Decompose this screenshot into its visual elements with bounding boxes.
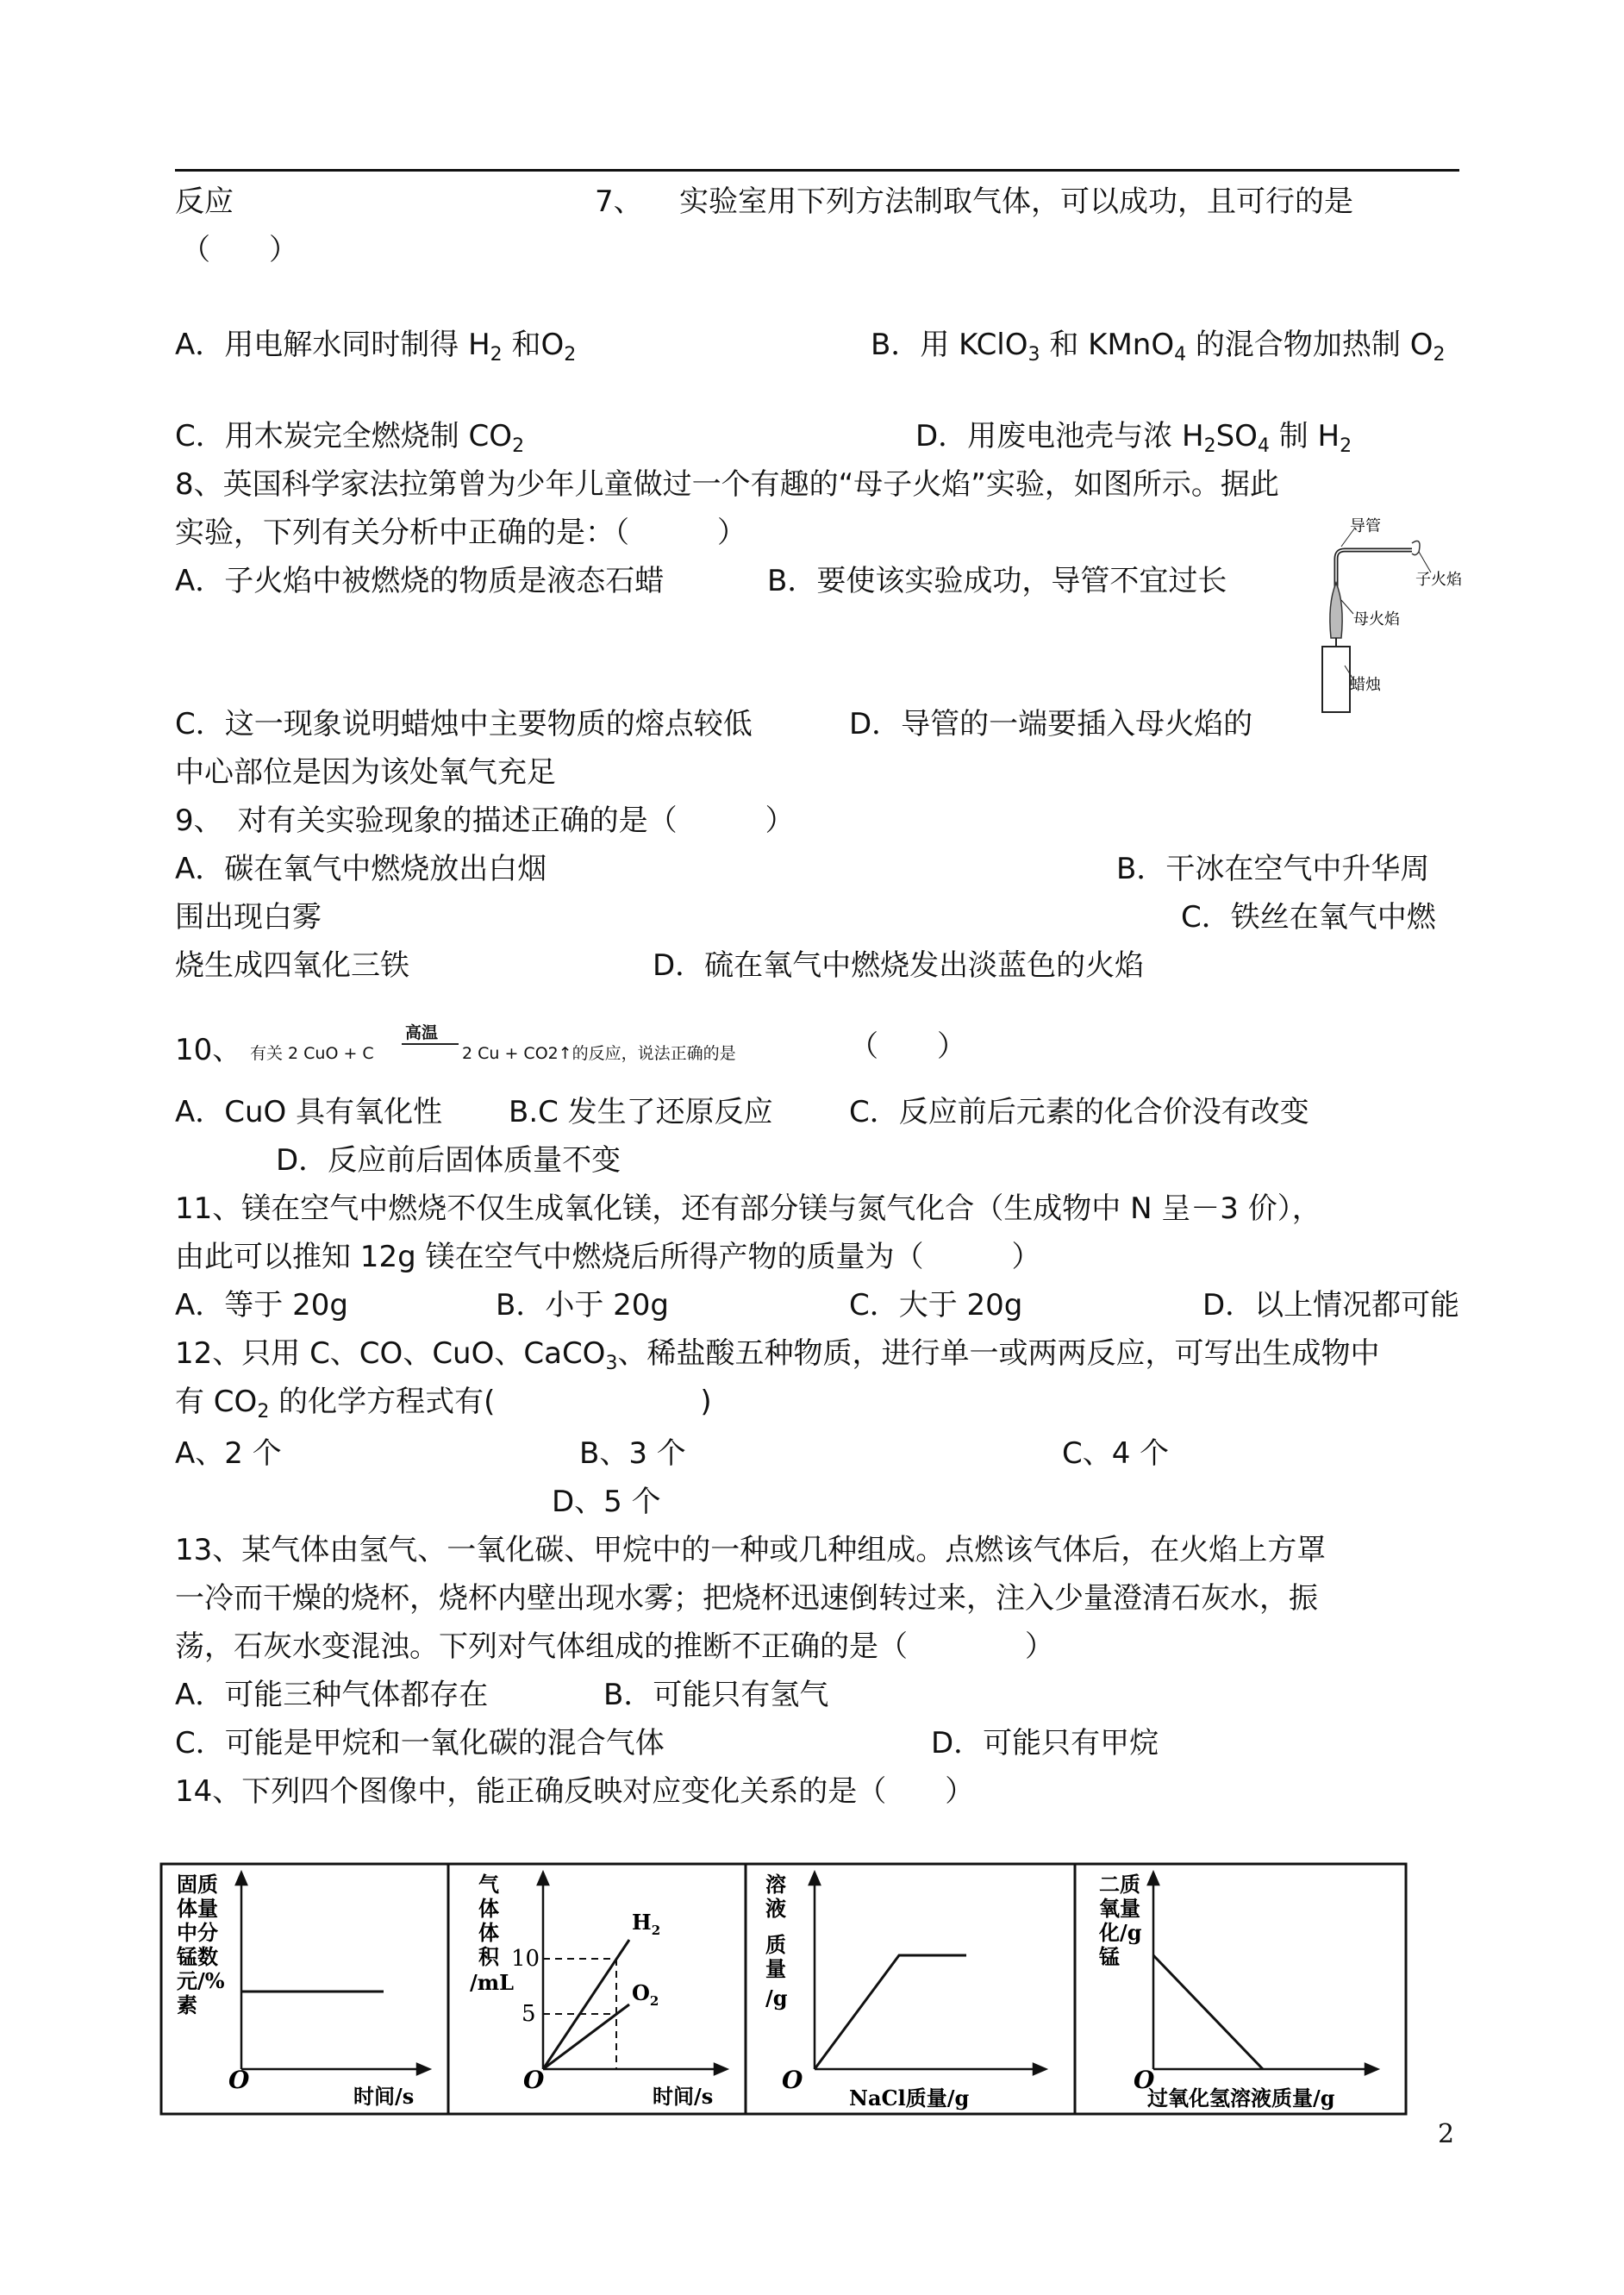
graph-b-ylabel: 气体体积/mL: [470, 1872, 515, 1995]
graph-c-origin: O: [782, 2066, 803, 2094]
graph-d-ylabel: 二质氧量化/g 锰: [1099, 1872, 1142, 1969]
page-number: 2: [1438, 2119, 1455, 2149]
q7-stem: 实验室用下列方法制取气体，可以成功，且可行的是: [679, 184, 1353, 219]
graph-b-h2-label: $H_2$: [632, 1910, 661, 1938]
graph-d-xlabel: 过氧化氢溶液质量/g: [1147, 2086, 1335, 2111]
q10-option-b: B.C 发生了还原反应: [509, 1095, 773, 1129]
q10-number: 10、: [175, 1033, 242, 1067]
q13-option-a: A．可能三种气体都存在: [175, 1678, 489, 1712]
q8-line2: 实验，下列有关分析中正确的是：（ ）: [175, 516, 746, 550]
mother-child-flame-figure: [1302, 517, 1474, 714]
graph-b-xlabel: 时间/s: [653, 2084, 714, 2109]
q6-tail: 反应: [175, 184, 234, 219]
q7-number: 7、: [595, 184, 643, 219]
q13-option-d: D．可能只有甲烷: [931, 1726, 1159, 1760]
q8-option-d-cont: 中心部位是因为该处氧气充足: [175, 755, 556, 790]
q13-option-b: B．可能只有氢气: [603, 1678, 829, 1712]
q9-option-c: C．铁丝在氧气中燃: [1181, 900, 1436, 935]
q10-arrow-rule: [402, 1043, 459, 1045]
q10-paren: （ ）: [849, 1029, 966, 1064]
q7-option-a: A．用电解水同时制得 $H_2$ 和$O_2$: [175, 328, 577, 366]
graph-c-ylabel: 溶液质量/g: [765, 1872, 788, 2010]
graph-c-xlabel: NaCl质量/g: [849, 2086, 970, 2111]
fig-label-child-flame: 子火焰: [1415, 571, 1462, 589]
fig-label-candle: 蜡烛: [1350, 676, 1381, 694]
graph-a-origin: O: [228, 2066, 250, 2094]
q7-paren: （ ）: [181, 233, 298, 267]
q14-graph-panel: [159, 1862, 1409, 2117]
graph-a-ylabel: 固质体量中分锰数元/%素: [177, 1872, 225, 2017]
q10-option-a: A．CuO 具有氧化性: [175, 1095, 443, 1129]
q13-line1: 13、某气体由氢气、一氧化碳、甲烷中的一种或几种组成。点燃该气体后，在火焰上方罩: [175, 1533, 1327, 1567]
q9-option-d: D．硫在氧气中燃烧发出淡蓝色的火焰: [653, 948, 1145, 983]
graph-b-tick-5: 5: [522, 2001, 536, 2027]
graph-b: [470, 1872, 727, 2109]
q8-line1: 8、英国科学家法拉第曾为少年儿童做过一个有趣的“母子火焰”实验，如图所示。据此: [175, 467, 1279, 502]
q9-stem: 9、 对有关实验现象的描述正确的是（ ）: [175, 804, 795, 838]
q8-option-b: B．要使该实验成功，导管不宜过长: [767, 564, 1227, 598]
q8-option-a: A．子火焰中被燃烧的物质是液态石蜡: [175, 564, 665, 598]
q9-option-a: A．碳在氧气中燃烧放出白烟: [175, 852, 547, 886]
q13-line2: 一冷而干燥的烧杯，烧杯内壁出现水雾；把烧杯迅速倒转过来，注入少量澄清石灰水，振: [175, 1581, 1318, 1616]
q12-option-d: D、5 个: [552, 1485, 661, 1519]
q10-option-c: C．反应前后元素的化合价没有改变: [849, 1095, 1309, 1129]
graph-b-origin: O: [523, 2066, 545, 2094]
fig-label-tube: 导管: [1350, 517, 1381, 535]
q9-option-c-cont: 烧生成四氧化三铁: [175, 948, 409, 983]
graph-b-o2-label: $O_2$: [632, 1980, 659, 2009]
q11-line1: 11、镁在空气中燃烧不仅生成氧化镁，还有部分镁与氮气化合（生成物中 N 呈－3 价），: [175, 1191, 1321, 1226]
fig-label-mother-flame: 母火焰: [1353, 610, 1400, 628]
q13-option-c: C．可能是甲烷和一氧化碳的混合气体: [175, 1726, 665, 1760]
q11-option-a: A．等于 20g: [175, 1288, 348, 1323]
q12-option-a: A、2 个: [175, 1436, 282, 1471]
header-rule: [175, 169, 1459, 172]
q8-option-d: D．导管的一端要插入母火焰的: [849, 707, 1253, 741]
graph-a-xlabel: 时间/s: [353, 2084, 415, 2109]
q14-stem: 14、下列四个图像中，能正确反映对应变化关系的是（ ）: [175, 1774, 975, 1809]
q11-option-d: D．以上情况都可能: [1202, 1288, 1460, 1323]
q12-option-c: C、4 个: [1062, 1436, 1170, 1471]
q7-option-c: C．用木炭完全燃烧制 $CO_2$: [175, 419, 525, 457]
q12-line1: 12、只用 C、CO、CuO、CaCO$_3$、稀盐酸五种物质，进行单一或两两反应，可写出生成物中: [175, 1336, 1380, 1374]
graph-d-origin: O: [1134, 2066, 1155, 2094]
q10-equation-right: 2 Cu + CO2↑的反应，说法正确的是: [462, 1044, 736, 1063]
graph-d-line: [1153, 1955, 1263, 2069]
q9-option-b-cont: 围出现白雾: [175, 900, 322, 935]
graph-b-tick-10: 10: [511, 1946, 540, 1972]
graph-c: [765, 1872, 1046, 2111]
q11-option-c: C．大于 20g: [849, 1288, 1023, 1323]
q11-line2: 由此可以推知 12g 镁在空气中燃烧后所得产物的质量为（ ）: [175, 1240, 1041, 1274]
graph-c-line: [815, 1955, 966, 2069]
q11-option-b: B．小于 20g: [496, 1288, 669, 1323]
q10-option-d: D．反应前后固体质量不变: [276, 1143, 621, 1178]
q10-equation-left: 有关 2 CuO + C: [250, 1044, 374, 1063]
q13-line3: 荡，石灰水变混浊。下列对气体组成的推断不正确的是（ ）: [175, 1629, 1054, 1664]
q12-option-b: B、3 个: [579, 1436, 686, 1471]
q9-option-b: B．干冰在空气中升华周: [1116, 852, 1430, 886]
q12-line2: 有 $CO_2$ 的化学方程式有( ): [175, 1385, 712, 1423]
q7-option-b: B．用 KClO$_3$ 和 KMnO$_4$ 的混合物加热制 $O_2$: [871, 328, 1446, 366]
q10-condition: 高温: [405, 1023, 439, 1042]
q7-option-d: D．用废电池壳与浓 $H_2SO_4$ 制 $H_2$: [915, 419, 1352, 457]
graph-a: [177, 1872, 429, 2109]
graph-d: [1098, 1872, 1377, 2111]
q8-option-c: C．这一现象说明蜡烛中主要物质的熔点较低: [175, 707, 753, 741]
